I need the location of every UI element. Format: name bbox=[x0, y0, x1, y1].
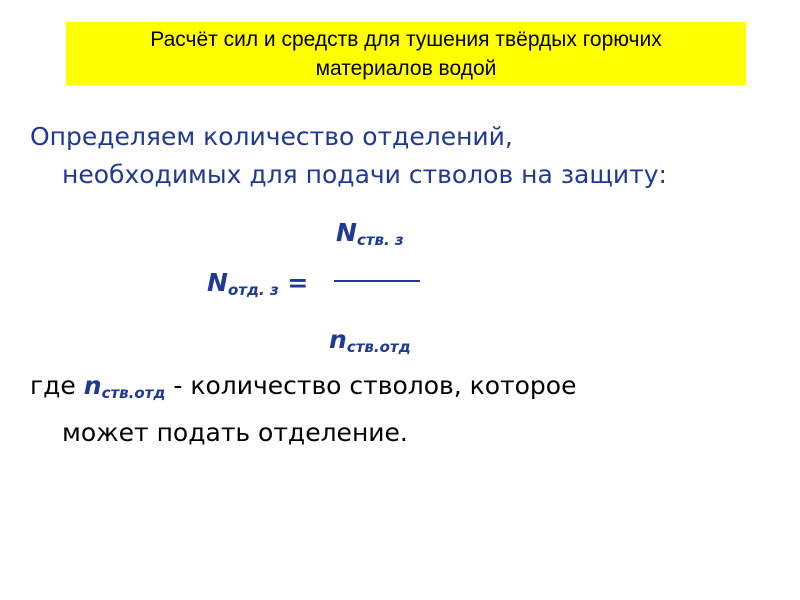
section-heading bbox=[30, 118, 770, 194]
explanation-line-1 bbox=[30, 366, 770, 413]
slide-title bbox=[150, 25, 661, 83]
numerator-subscript: ств. з bbox=[356, 231, 404, 249]
explanation-line-2: может подать отделение. bbox=[62, 418, 408, 447]
explanation-variable-subscript: ств.отд bbox=[101, 384, 166, 402]
formula-denominator bbox=[329, 325, 411, 362]
fraction-bar bbox=[334, 280, 420, 282]
explanation-variable-symbol: n bbox=[83, 371, 102, 400]
formula-left-side bbox=[207, 268, 308, 305]
slide-title-box bbox=[66, 22, 746, 85]
slide-title-line-2: материалов водой bbox=[315, 56, 497, 80]
section-heading-line-1: Определяем количество отделений, bbox=[30, 122, 513, 151]
explanation-line-1-rest: - количество стволов, которое bbox=[165, 371, 577, 400]
denominator-subscript: ств.отд bbox=[346, 338, 411, 356]
denominator-symbol: n bbox=[329, 325, 347, 354]
numerator-symbol: N bbox=[336, 218, 357, 247]
explanation-variable bbox=[84, 371, 166, 400]
lhs-symbol: N bbox=[207, 268, 228, 297]
slide-title-line-1: Расчёт сил и средств для тушения твёрдых горючих bbox=[150, 27, 662, 51]
equals-sign: = bbox=[278, 268, 309, 297]
explanation-prefix: где bbox=[30, 371, 84, 400]
variable-explanation bbox=[30, 366, 770, 453]
section-heading-line-2: необходимых для подачи стволов на защиту: bbox=[62, 160, 667, 189]
formula-numerator bbox=[336, 218, 404, 255]
lhs-subscript: отд. з bbox=[227, 281, 279, 299]
